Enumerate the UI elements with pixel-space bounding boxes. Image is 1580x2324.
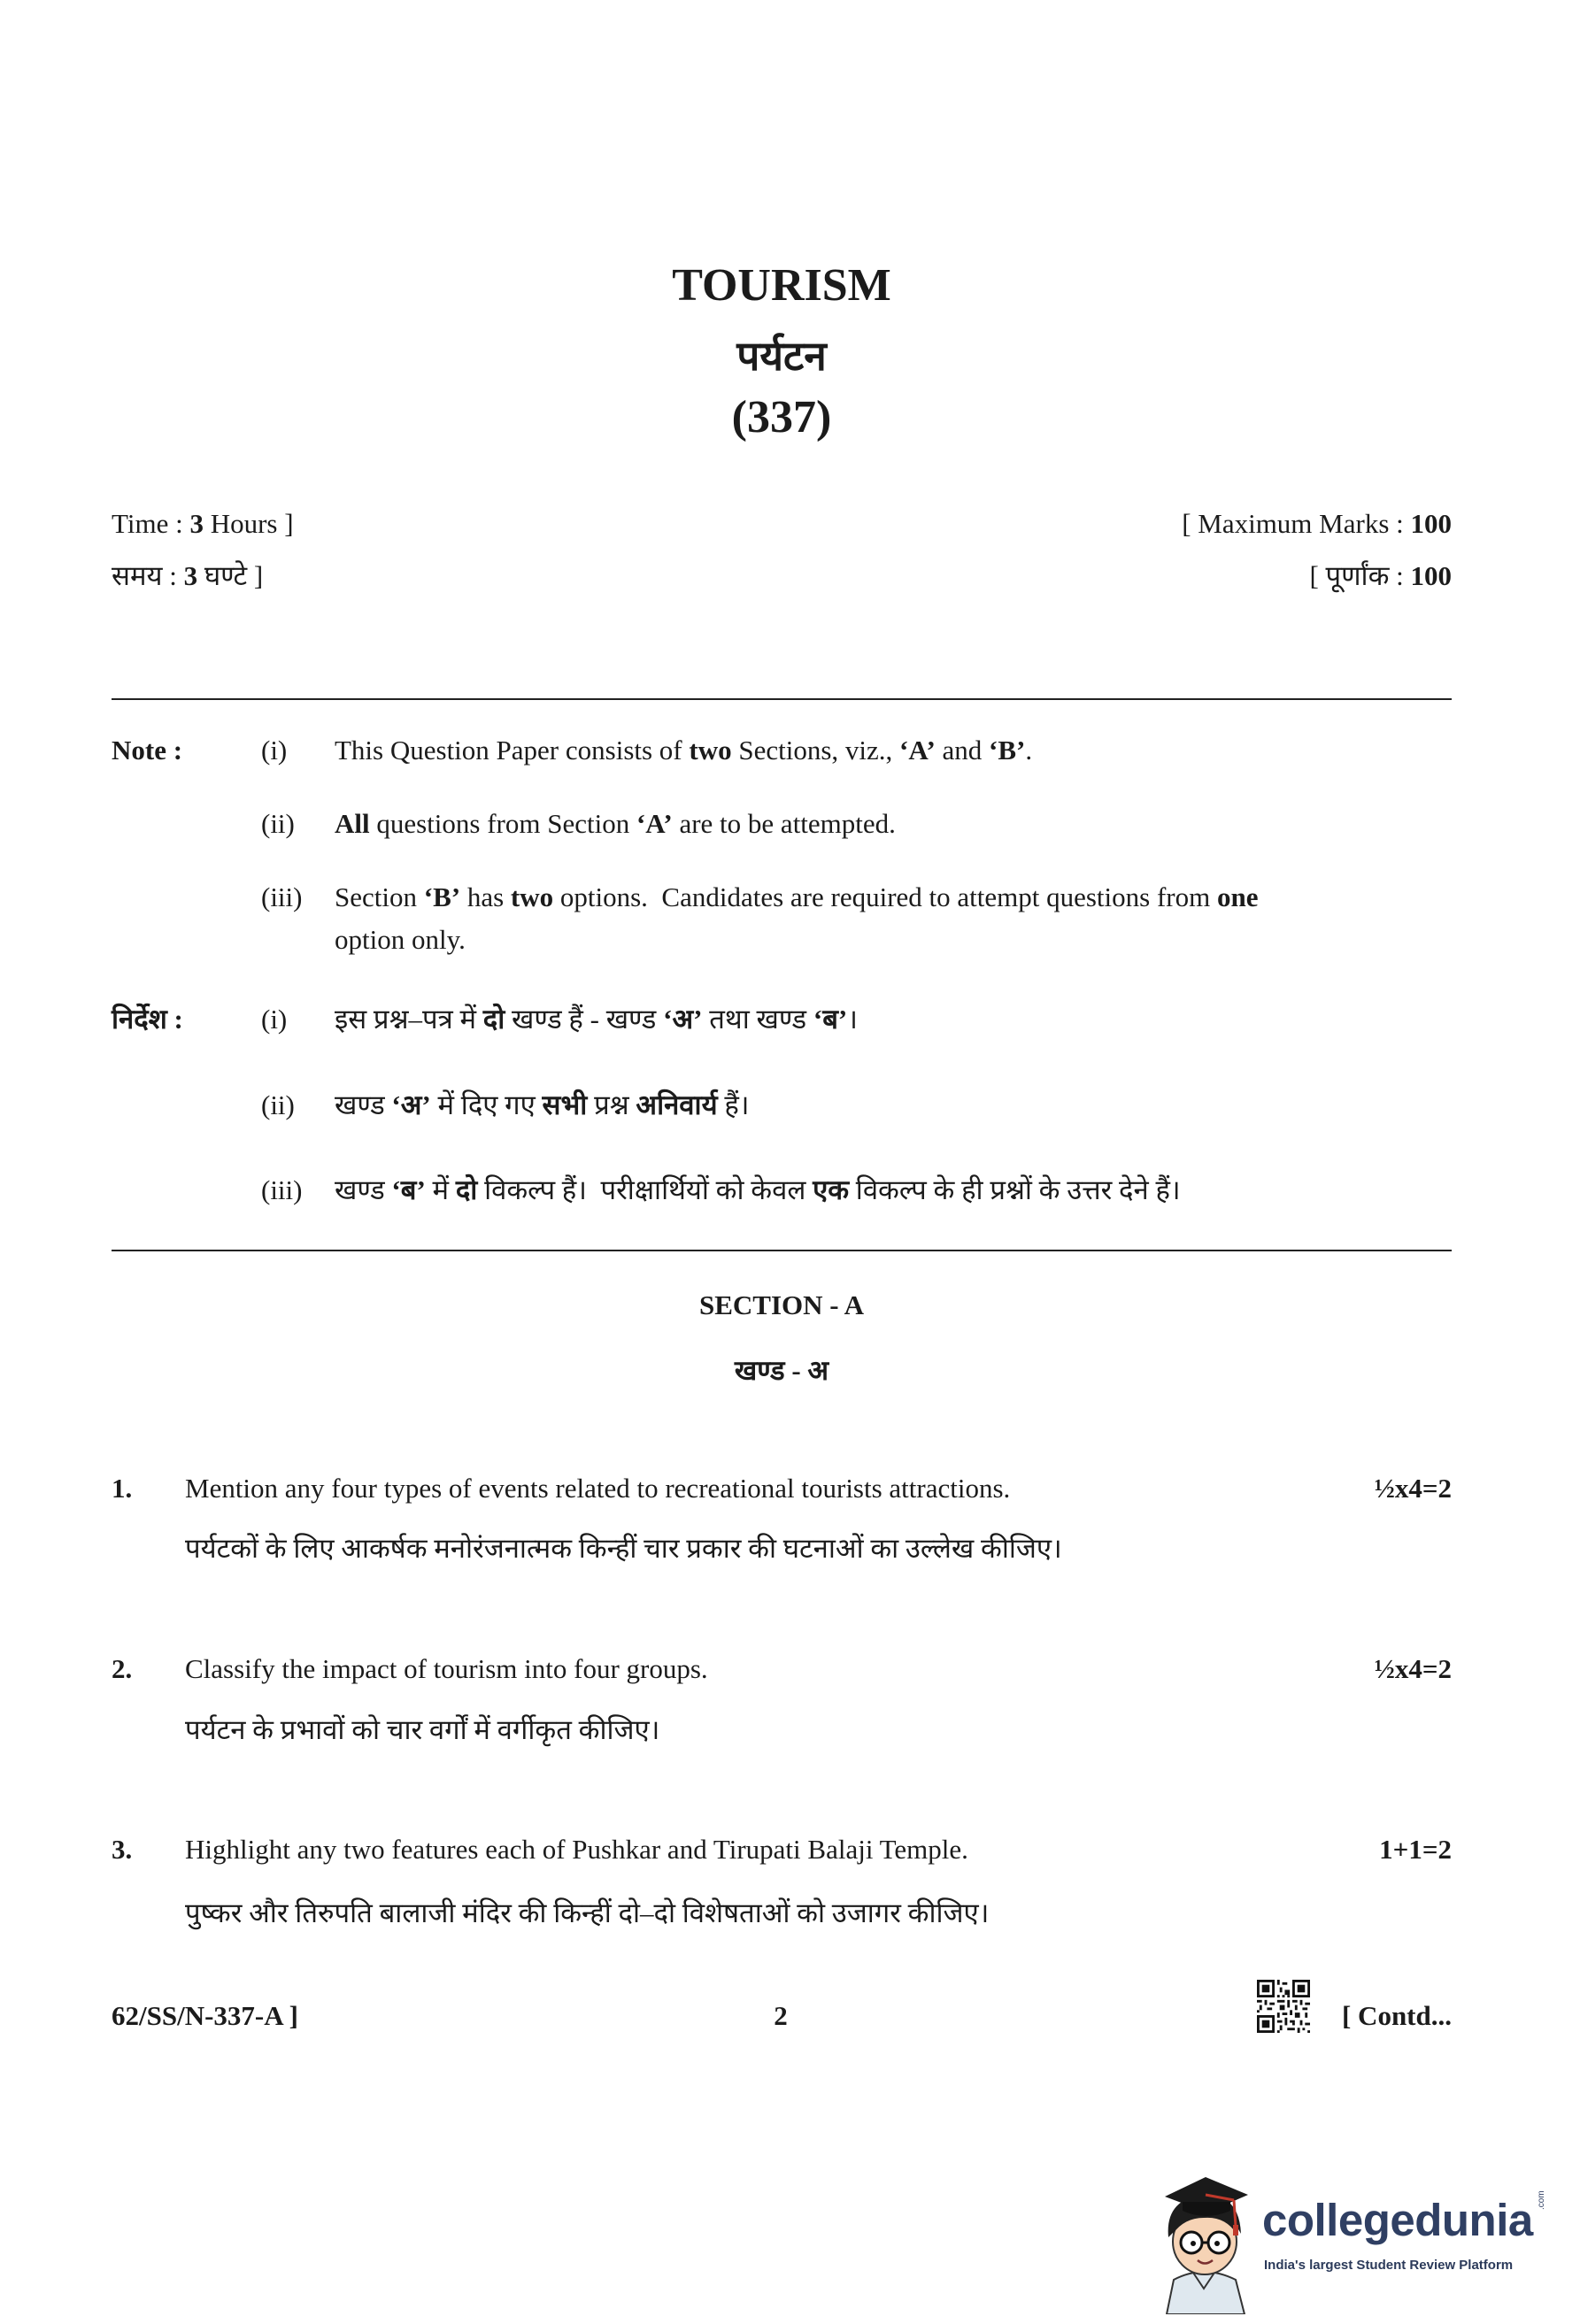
text-segment-bold: ‘अ’: [663, 1004, 703, 1035]
text-segment: में दिए गए: [430, 1089, 543, 1120]
paper-title-en: TOURISM: [672, 260, 891, 311]
text-segment-bold: अनिवार्य: [636, 1089, 718, 1120]
question-text-hi: पर्यटकों के लिए आकर्षक मनोरंजनात्मक किन्हीं चार प्रकार की घटनाओं का उल्लेख कीजिए।: [185, 1533, 1062, 1564]
text-segment-bold: one: [1216, 881, 1259, 912]
text-segment: are to be attempted.: [672, 808, 896, 839]
text-segment-bold: two: [689, 735, 732, 766]
question-text-en: Highlight any two features each of Pushkar and Tirupati Balaji Temple.: [185, 1834, 968, 1865]
text-segment: options. Candidates are required to attempt questions from: [553, 881, 1217, 912]
note-label-hi: निर्देश :: [112, 1004, 183, 1035]
question-number: 1.: [112, 1473, 133, 1504]
max-marks-hi: [1309, 558, 1452, 594]
qr-code-icon: [1257, 1980, 1310, 2033]
time-value: 3: [189, 508, 204, 539]
marks-value: 100: [1410, 508, 1452, 539]
note-item-number: (iii): [261, 881, 303, 912]
brand-tagline: India's largest Student Review Platform: [1264, 2258, 1514, 2273]
text-segment: तथा खण्ड: [702, 1004, 813, 1035]
time-unit: Hours ]: [203, 508, 294, 539]
time-label: Time :: [112, 508, 190, 539]
note-item-number: (ii): [261, 808, 295, 839]
text-segment: विकल्प के ही प्रश्नों के उत्तर देने हैं।: [849, 1174, 1181, 1205]
text-segment: and: [935, 735, 990, 766]
time-unit-hi: घण्टे ]: [197, 560, 264, 591]
marks-label: [ Maximum Marks :: [1182, 508, 1411, 539]
continued-label: [ Contd...: [1341, 2000, 1452, 2031]
text-segment-bold: दो: [455, 1174, 478, 1205]
text-segment-bold: ‘ब’: [391, 1174, 426, 1205]
note-item-number: (iii): [261, 1174, 303, 1205]
text-segment-bold: ‘अ’: [391, 1089, 431, 1120]
time-hi: [112, 558, 263, 594]
text-segment: has: [460, 881, 511, 912]
note-item-text: [335, 806, 896, 842]
question-marks: 1+1=2: [1379, 1834, 1452, 1865]
note-label: Note :: [112, 735, 183, 766]
brand-logo-suffix: .com: [1537, 2190, 1546, 2210]
note-item-text-continued: option only.: [335, 924, 466, 955]
time-en: [112, 506, 294, 542]
text-segment: प्रश्न: [587, 1089, 636, 1120]
text-segment: इस प्रश्न–पत्र में: [335, 1004, 483, 1035]
paper-title-hi: पर्यटन: [736, 334, 827, 379]
note-item-text: [335, 1088, 750, 1123]
question-text-en: Classify the impact of tourism into four groups.: [185, 1653, 708, 1684]
max-marks-en: [1182, 506, 1452, 542]
marks-value-hi: 100: [1410, 560, 1452, 591]
note-item-text: [335, 1002, 858, 1037]
text-segment: .: [1025, 735, 1033, 766]
note-item-text: [335, 880, 1258, 915]
text-segment: हैं।: [717, 1089, 750, 1120]
text-segment: विकल्प हैं। परीक्षार्थियों को केवल: [477, 1174, 813, 1205]
text-segment-bold: ‘B’: [423, 881, 461, 912]
brand-logo-text: collegedunia: [1262, 2195, 1533, 2245]
text-segment-bold: ‘A’: [636, 808, 673, 839]
paper-code: 62/SS/N-337-A ]: [112, 2000, 298, 2031]
text-segment-bold: एक: [813, 1174, 850, 1205]
section-title: SECTION - A: [698, 1289, 865, 1320]
note-item-number: (ii): [261, 1089, 295, 1120]
note-item-number: (i): [261, 1004, 288, 1035]
section-title-hi: खण्ड - अ: [734, 1355, 829, 1386]
note-item-text: [335, 1173, 1181, 1208]
question-marks: ½x4=2: [1374, 1473, 1452, 1504]
text-segment: Sections, viz.,: [731, 735, 900, 766]
text-segment: ।: [847, 1004, 859, 1035]
question-number: 3.: [112, 1834, 133, 1865]
text-segment-bold: दो: [482, 1004, 505, 1035]
text-segment: खण्ड हैं - खण्ड: [505, 1004, 664, 1035]
text-segment: This Question Paper consists of: [335, 735, 690, 766]
divider-top: [112, 698, 1452, 700]
time-value-hi: 3: [183, 560, 198, 591]
text-segment-bold: ‘B’: [989, 735, 1026, 766]
time-label-hi: समय :: [112, 560, 184, 591]
text-segment: Section: [335, 881, 424, 912]
question-text-hi: पुष्कर और तिरुपति बालाजी मंदिर की किन्हीं दो–दो विशेषताओं को उजागर कीजिए।: [185, 1897, 990, 1928]
text-segment: खण्ड: [335, 1089, 392, 1120]
marks-label-hi: [ पूर्णांक :: [1309, 560, 1411, 591]
note-item-text: [335, 733, 1032, 768]
text-segment: questions from Section: [369, 808, 636, 839]
text-segment: में: [425, 1174, 456, 1205]
text-segment-bold: सभी: [542, 1089, 588, 1120]
text-segment-bold: ‘A’: [899, 735, 936, 766]
text-segment: खण्ड: [335, 1174, 392, 1205]
text-segment-bold: ‘ब’: [813, 1004, 848, 1035]
question-text-en: Mention any four types of events related to recreational tourists attractions.: [185, 1473, 1011, 1504]
note-item-number: (i): [261, 735, 288, 766]
text-segment-bold: All: [335, 808, 370, 839]
question-number: 2.: [112, 1653, 133, 1684]
question-marks: ½x4=2: [1374, 1653, 1452, 1684]
divider-middle: [112, 1250, 1452, 1251]
subject-code: (337): [731, 392, 832, 442]
question-text-hi: पर्यटन के प्रभावों को चार वर्गों में वर्गीकृत कीजिए।: [185, 1714, 660, 1745]
student-mascot-icon: [1149, 2159, 1260, 2314]
text-segment-bold: two: [510, 881, 554, 912]
page-number: 2: [774, 2000, 788, 2031]
